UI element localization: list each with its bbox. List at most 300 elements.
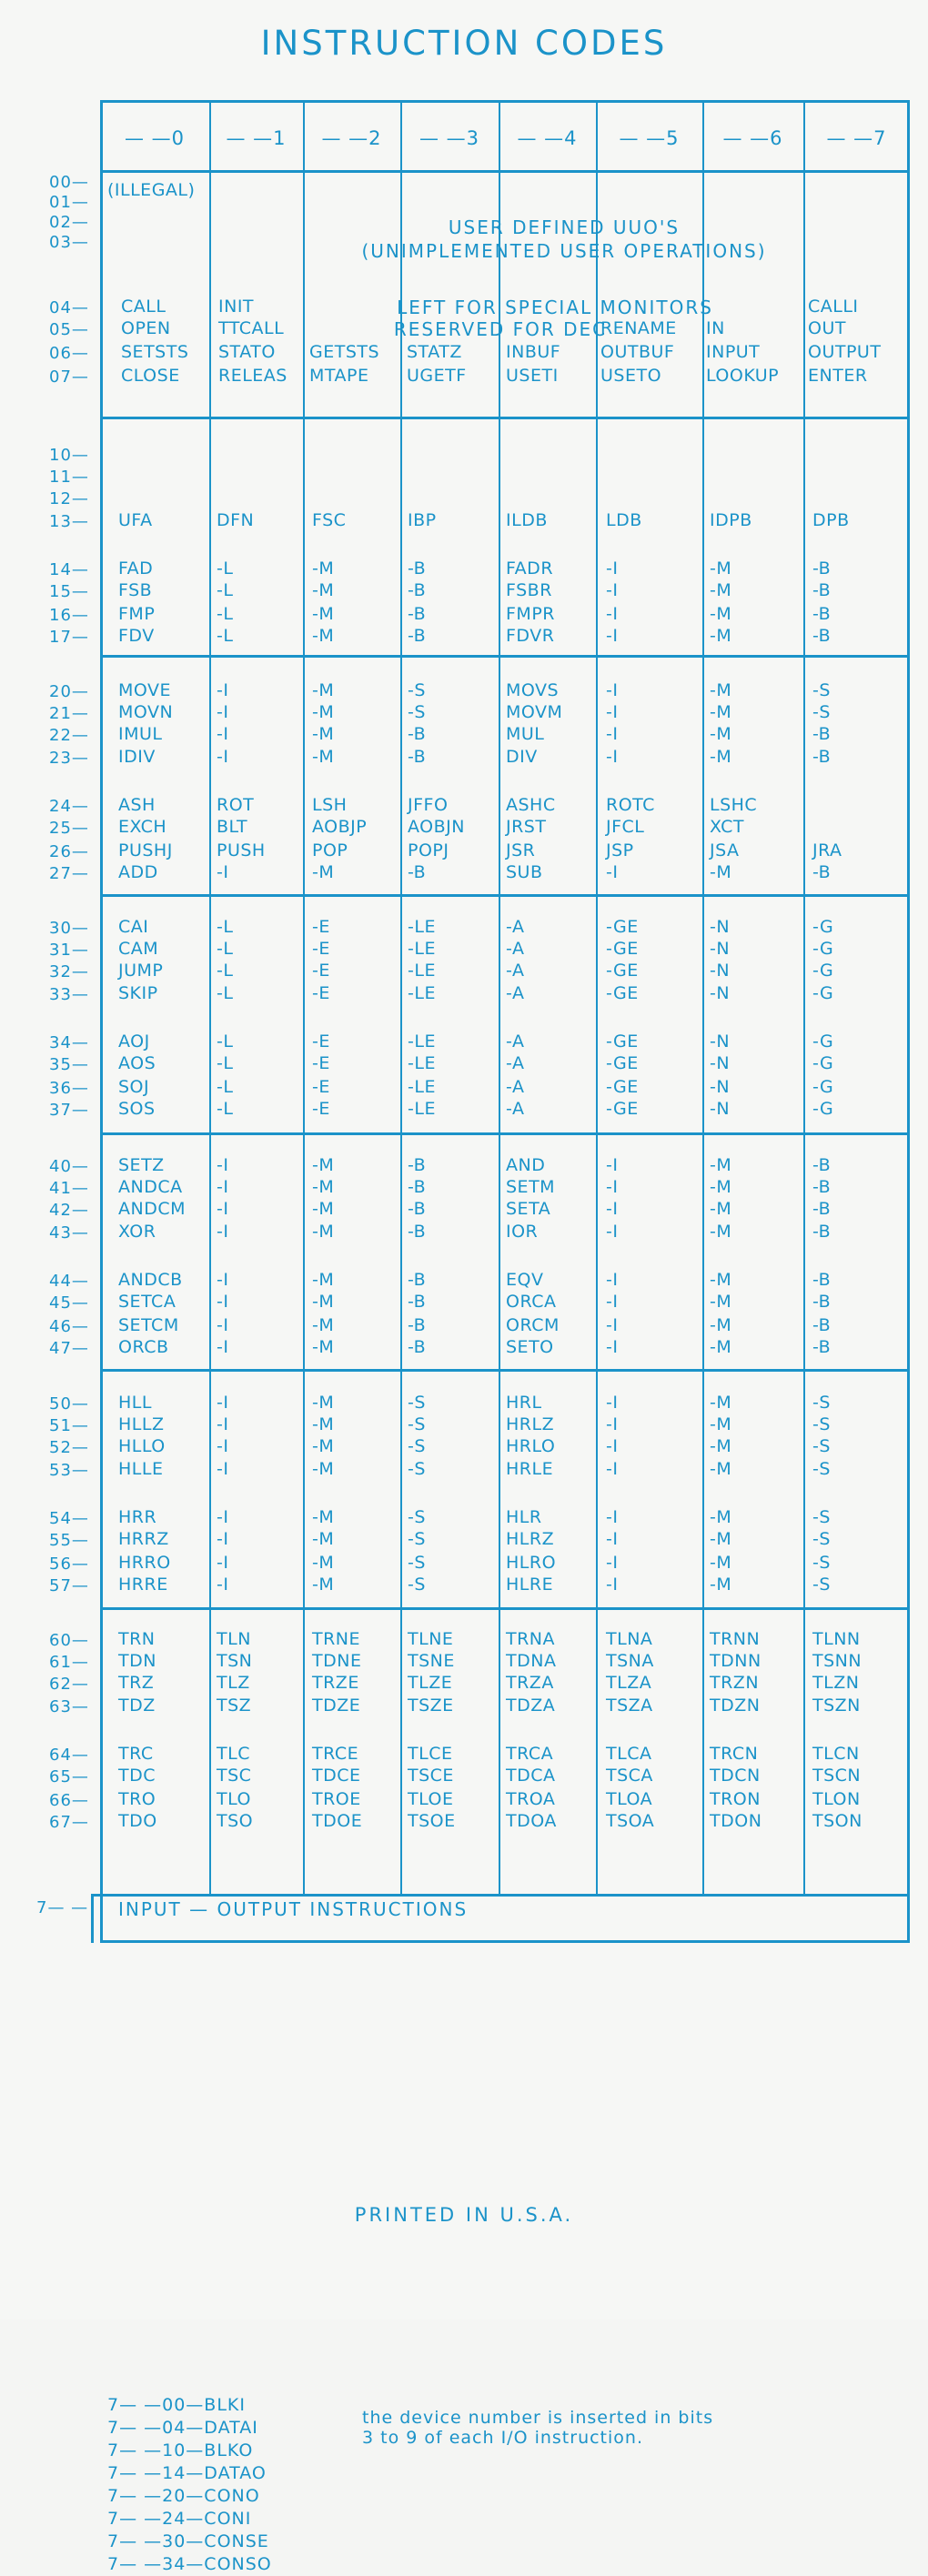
uuo-subtitle: (UNIMPLEMENTED USER OPERATIONS)	[361, 240, 767, 262]
opcode-cell: AOBJP	[312, 817, 368, 837]
row-label: 46—	[49, 1317, 89, 1336]
opcode-cell: -G	[812, 1053, 834, 1073]
opcode-cell: SETZ	[118, 1155, 165, 1175]
opcode-cell: -S	[812, 1414, 831, 1434]
opcode-cell: TRCN	[710, 1744, 759, 1764]
opcode-cell: TROE	[312, 1789, 361, 1809]
opcode-cell: -L	[217, 939, 234, 959]
opcode-cell: TSNA	[606, 1651, 654, 1671]
opcode-cell: -B	[812, 1337, 832, 1357]
opcode-cell: -I	[606, 1292, 619, 1312]
opcode-cell: -M	[710, 1292, 732, 1312]
row-label: 64—	[49, 1746, 89, 1765]
opcode-cell: SUB	[506, 862, 543, 882]
opcode-cell: -B	[408, 862, 427, 882]
opcode-cell: -M	[710, 702, 732, 722]
printed-footer: PRINTED IN U.S.A.	[354, 2204, 574, 2226]
row-label: 51—	[49, 1416, 89, 1435]
opcode-cell: -I	[217, 1553, 229, 1573]
opcode-cell: TRCE	[312, 1744, 359, 1764]
opcode-cell: CLOSE	[121, 366, 180, 386]
row-label: 66—	[49, 1791, 89, 1810]
column-header-1: — —1	[226, 127, 287, 149]
opcode-cell: IN	[706, 318, 725, 338]
opcode-cell: -I	[217, 702, 229, 722]
opcode-cell: ROTC	[606, 795, 655, 815]
opcode-cell: -G	[812, 961, 834, 981]
opcode-cell: INIT	[218, 297, 255, 317]
opcode-cell: TRNN	[710, 1629, 761, 1649]
opcode-cell: FMPR	[506, 604, 555, 624]
page-title: INSTRUCTION CODES	[260, 24, 668, 63]
opcode-cell: -B	[408, 1270, 427, 1290]
group-divider	[100, 1369, 910, 1372]
opcode-cell: FADR	[506, 558, 554, 579]
opcode-cell: LOOKUP	[706, 366, 780, 386]
opcode-cell: HRR	[118, 1507, 157, 1527]
row-label: 57—	[49, 1576, 89, 1595]
group-divider	[100, 894, 910, 897]
opcode-cell: EQV	[506, 1270, 544, 1290]
opcode-cell: -N	[710, 961, 731, 981]
row-label: 17—	[49, 628, 89, 647]
opcode-cell: -S	[408, 1575, 426, 1595]
opcode-cell: -M	[312, 1155, 335, 1175]
opcode-cell: -I	[217, 1177, 229, 1197]
opcode-cell: UGETF	[407, 366, 467, 386]
opcode-cell: TLCN	[812, 1744, 860, 1764]
group-divider	[100, 417, 910, 419]
row-label: 40—	[49, 1157, 89, 1176]
opcode-cell: -M	[710, 1529, 732, 1549]
opcode-cell: -M	[312, 1222, 335, 1242]
row-label: 11—	[49, 468, 89, 487]
opcode-cell: -B	[812, 1199, 832, 1219]
opcode-cell: DIV	[506, 747, 538, 767]
column-header-2: — —2	[321, 127, 382, 149]
opcode-cell: JSP	[606, 840, 634, 860]
row-label: 36—	[49, 1079, 89, 1098]
io-instruction-list	[107, 2394, 272, 2576]
opcode-cell: -I	[217, 1315, 229, 1335]
opcode-cell: -LE	[408, 1099, 436, 1119]
column-header-6: — —6	[722, 127, 783, 149]
opcode-cell: -M	[710, 1177, 732, 1197]
row-label: 50—	[49, 1394, 89, 1414]
opcode-cell: TLC	[217, 1744, 250, 1764]
row-label: 7— —	[36, 1898, 89, 1917]
opcode-cell: SETM	[506, 1177, 556, 1197]
opcode-cell: -E	[312, 1053, 330, 1073]
opcode-cell: -M	[710, 604, 732, 624]
row-label: 06—	[49, 344, 89, 363]
opcode-cell: OUTBUF	[600, 342, 675, 362]
opcode-cell: TLNE	[408, 1629, 454, 1649]
opcode-cell: ORCM	[506, 1315, 560, 1335]
opcode-cell: CAM	[118, 939, 159, 959]
opcode-cell: STATO	[218, 342, 276, 362]
opcode-cell: TDZ	[118, 1696, 156, 1716]
opcode-cell: TLNN	[812, 1629, 861, 1649]
opcode-cell: -I	[217, 1270, 229, 1290]
row-label: 02—	[49, 213, 89, 232]
io-list-item: 7— —20—CONO	[107, 2486, 260, 2506]
opcode-cell: HLLE	[118, 1459, 164, 1479]
opcode-cell: -M	[312, 1436, 335, 1456]
row-label: 43—	[49, 1223, 89, 1243]
opcode-cell: OUT	[808, 318, 846, 338]
row-label: 23—	[49, 749, 89, 768]
opcode-cell: -S	[408, 1529, 426, 1549]
opcode-cell: HRRE	[118, 1575, 168, 1595]
opcode-cell: -L	[217, 580, 234, 600]
row-label: 35—	[49, 1055, 89, 1074]
opcode-cell: -I	[606, 1529, 619, 1549]
opcode-cell: -M	[312, 1199, 335, 1219]
opcode-cell: -E	[312, 1031, 330, 1052]
column-divider	[499, 100, 500, 1894]
opcode-cell: LSHC	[710, 795, 758, 815]
opcode-cell: -B	[812, 1315, 832, 1335]
opcode-cell: TDNE	[312, 1651, 362, 1671]
opcode-cell: -M	[710, 1414, 732, 1434]
opcode-cell: ENTER	[808, 366, 868, 386]
opcode-cell: -I	[606, 702, 619, 722]
opcode-cell: -M	[710, 1436, 732, 1456]
opcode-cell: -M	[312, 1292, 335, 1312]
row-label: 54—	[49, 1509, 89, 1528]
row-label: 45—	[49, 1293, 89, 1313]
opcode-cell: TDO	[118, 1811, 157, 1831]
opcode-cell: ROT	[217, 795, 255, 815]
opcode-cell: -M	[312, 1529, 335, 1549]
opcode-cell: -M	[710, 580, 732, 600]
opcode-cell: -S	[812, 1575, 831, 1595]
group-divider	[100, 1607, 910, 1610]
opcode-cell: TSNE	[408, 1651, 455, 1671]
opcode-cell: -S	[812, 1459, 831, 1479]
opcode-cell: TSZ	[217, 1696, 252, 1716]
opcode-cell: GETSTS	[309, 342, 380, 362]
opcode-cell: JRST	[506, 817, 547, 837]
opcode-cell: TDCA	[506, 1766, 556, 1786]
io-list-item: 7— —14—DATAO	[107, 2463, 267, 2483]
opcode-cell: MOVN	[118, 702, 174, 722]
row-label: 26—	[49, 842, 89, 861]
opcode-cell: ILDB	[506, 510, 548, 530]
opcode-cell: EXCH	[118, 817, 167, 837]
illegal-label: (ILLEGAL)	[107, 180, 196, 200]
opcode-cell: TRZE	[312, 1673, 359, 1693]
opcode-cell: -B	[812, 626, 832, 646]
opcode-cell: -M	[312, 747, 335, 767]
opcode-cell: ASHC	[506, 795, 556, 815]
opcode-cell: -E	[312, 939, 330, 959]
row-label: 01—	[49, 193, 89, 212]
opcode-cell: HRLO	[506, 1436, 556, 1456]
opcode-cell: -E	[312, 983, 330, 1003]
opcode-cell: TLZN	[812, 1673, 860, 1693]
opcode-cell: TRZA	[506, 1673, 554, 1693]
opcode-cell: -S	[408, 680, 426, 700]
opcode-cell: -I	[217, 747, 229, 767]
group-divider	[91, 1894, 910, 1897]
opcode-cell: -M	[312, 1414, 335, 1434]
opcode-cell: -GE	[606, 983, 639, 1003]
opcode-cell: TLNA	[606, 1629, 653, 1649]
opcode-cell: -B	[408, 1199, 427, 1219]
row-label: 31—	[49, 941, 89, 960]
opcode-cell: HRLE	[506, 1459, 554, 1479]
opcode-cell: CAI	[118, 917, 149, 937]
row-label: 52—	[49, 1438, 89, 1457]
opcode-cell: SOJ	[118, 1077, 150, 1097]
row-label: 62—	[49, 1675, 89, 1694]
opcode-cell: -M	[710, 680, 732, 700]
opcode-cell: -GE	[606, 1053, 639, 1073]
opcode-cell: -LE	[408, 917, 436, 937]
opcode-cell: LDB	[606, 510, 642, 530]
opcode-cell: TRCA	[506, 1744, 554, 1764]
row-label: 60—	[49, 1631, 89, 1650]
opcode-cell: -I	[606, 1393, 619, 1413]
row-label: 33—	[49, 985, 89, 1004]
opcode-cell: -M	[710, 1315, 732, 1335]
opcode-cell: -LE	[408, 939, 436, 959]
opcode-cell: -M	[710, 862, 732, 882]
row-label: 37—	[49, 1101, 89, 1120]
opcode-cell: -B	[812, 1222, 832, 1242]
opcode-cell: HRLZ	[506, 1414, 555, 1434]
io-list-item: 7— —00—BLKI	[107, 2395, 246, 2415]
opcode-cell: -L	[217, 604, 234, 624]
opcode-cell: -B	[408, 747, 427, 767]
opcode-cell: -I	[217, 1459, 229, 1479]
opcode-cell: TDZN	[710, 1696, 761, 1716]
opcode-cell: INBUF	[506, 342, 561, 362]
opcode-cell: AOJ	[118, 1031, 150, 1052]
opcode-cell: PUSH	[217, 840, 266, 860]
opcode-cell: -N	[710, 983, 731, 1003]
opcode-cell: -M	[312, 1459, 335, 1479]
opcode-cell: TSO	[217, 1811, 254, 1831]
opcode-cell: JSA	[710, 840, 740, 860]
opcode-cell: XCT	[710, 817, 745, 837]
opcode-cell: TLCE	[408, 1744, 453, 1764]
opcode-cell: MUL	[506, 724, 545, 744]
opcode-cell: TDCN	[710, 1766, 761, 1786]
opcode-cell: -L	[217, 983, 234, 1003]
opcode-cell: -M	[710, 1553, 732, 1573]
opcode-cell: -S	[408, 1459, 426, 1479]
row-label: 25—	[49, 819, 89, 838]
opcode-cell: -I	[217, 1436, 229, 1456]
opcode-cell: -S	[812, 1553, 831, 1573]
opcode-cell: HLL	[118, 1393, 152, 1413]
opcode-cell: -LE	[408, 1053, 436, 1073]
opcode-cell: HLRO	[506, 1553, 557, 1573]
opcode-cell: -GE	[606, 1031, 639, 1052]
opcode-cell: -G	[812, 917, 834, 937]
opcode-cell: -G	[812, 1077, 834, 1097]
opcode-cell: TSON	[812, 1811, 862, 1831]
opcode-cell: -N	[710, 1077, 731, 1097]
opcode-cell: STATZ	[407, 342, 462, 362]
spacer	[100, 271, 910, 273]
io-list-item: 7— —24—CONI	[107, 2509, 252, 2529]
row-label: 20—	[49, 682, 89, 701]
opcode-cell: -S	[408, 1553, 426, 1573]
row-label: 30—	[49, 919, 89, 938]
opcode-cell: -M	[312, 1337, 335, 1357]
column-header-7: — —7	[826, 127, 887, 149]
opcode-cell: -M	[312, 604, 335, 624]
opcode-cell: TDZA	[506, 1696, 556, 1716]
opcode-cell: -I	[606, 1155, 619, 1175]
opcode-cell: TRON	[710, 1789, 761, 1809]
row-label: 12—	[49, 489, 89, 508]
opcode-cell: -L	[217, 917, 234, 937]
opcode-cell: TDC	[118, 1766, 156, 1786]
opcode-cell: -B	[812, 604, 832, 624]
row-label: 67—	[49, 1813, 89, 1832]
opcode-cell: FSC	[312, 510, 347, 530]
opcode-cell: FAD	[118, 558, 154, 579]
opcode-cell: BLT	[217, 817, 248, 837]
column-divider	[803, 100, 805, 1894]
opcode-cell: -B	[408, 626, 427, 646]
opcode-cell: -M	[312, 1507, 335, 1527]
column-header-0: — —0	[124, 127, 186, 149]
opcode-cell: -M	[312, 1315, 335, 1335]
opcode-cell: -I	[606, 1199, 619, 1219]
opcode-cell: -S	[408, 1414, 426, 1434]
opcode-cell: ASH	[118, 795, 156, 815]
opcode-cell: -N	[710, 1053, 731, 1073]
column-divider	[702, 100, 704, 1894]
reserved-label: RESERVED FOR DEC	[393, 318, 608, 340]
opcode-cell: -I	[217, 1199, 229, 1219]
row-label: 61—	[49, 1653, 89, 1672]
opcode-cell: -G	[812, 1099, 834, 1119]
opcode-cell: -I	[606, 1337, 619, 1357]
opcode-cell: JRA	[812, 840, 842, 860]
group-divider	[100, 655, 910, 658]
opcode-cell: ADD	[118, 862, 158, 882]
opcode-cell: -M	[312, 680, 335, 700]
opcode-cell: -A	[506, 1099, 525, 1119]
opcode-cell: TDNA	[506, 1651, 557, 1671]
opcode-cell: SETA	[506, 1199, 551, 1219]
io-row-border	[91, 1894, 94, 1943]
opcode-cell: -E	[312, 917, 330, 937]
row-label: 10—	[49, 446, 89, 465]
opcode-cell: RELEAS	[218, 366, 287, 386]
opcode-cell: -E	[312, 1099, 330, 1119]
opcode-cell: -L	[217, 1099, 234, 1119]
opcode-cell: TLO	[217, 1789, 251, 1809]
opcode-cell: SETCM	[118, 1315, 179, 1335]
opcode-cell: -A	[506, 1077, 525, 1097]
row-label: 47—	[49, 1339, 89, 1358]
io-list-item: 7— —04—DATAI	[107, 2418, 258, 2438]
opcode-cell: AND	[506, 1155, 546, 1175]
opcode-cell: -L	[217, 1031, 234, 1052]
opcode-cell: -N	[710, 1031, 731, 1052]
column-divider	[303, 100, 305, 1894]
uuo-title: USER DEFINED UUO'S	[448, 216, 681, 238]
opcode-cell: TRO	[118, 1789, 156, 1809]
opcode-cell: -M	[710, 1155, 732, 1175]
opcode-cell: CALLI	[808, 297, 859, 317]
opcode-cell: -LE	[408, 961, 436, 981]
opcode-cell: TLOA	[606, 1789, 653, 1809]
opcode-cell: -I	[217, 1337, 229, 1357]
opcode-cell: -B	[408, 1337, 427, 1357]
opcode-cell: -M	[312, 724, 335, 744]
opcode-cell: -M	[312, 862, 335, 882]
opcode-cell: SOS	[118, 1099, 156, 1119]
opcode-cell: UFA	[118, 510, 153, 530]
opcode-cell: -M	[312, 1177, 335, 1197]
opcode-cell: -B	[408, 558, 427, 579]
io-list-item: 7— —30—CONSE	[107, 2531, 269, 2551]
opcode-cell: TSZA	[606, 1696, 653, 1716]
opcode-cell: -I	[606, 1177, 619, 1197]
opcode-cell: -I	[606, 1222, 619, 1242]
opcode-cell: HLRZ	[506, 1529, 555, 1549]
opcode-cell: TRZ	[118, 1673, 155, 1693]
opcode-cell: ORCB	[118, 1337, 169, 1357]
row-label: 32—	[49, 962, 89, 981]
opcode-cell: TSCN	[812, 1766, 862, 1786]
opcode-cell: POPJ	[408, 840, 449, 860]
opcode-cell: -L	[217, 1053, 234, 1073]
opcode-cell: -I	[606, 1414, 619, 1434]
opcode-cell: -I	[217, 1393, 229, 1413]
opcode-cell: -S	[812, 1507, 831, 1527]
opcode-cell: -S	[408, 1507, 426, 1527]
opcode-cell: LSH	[312, 795, 348, 815]
opcode-cell: -I	[606, 862, 619, 882]
row-label: 14—	[49, 560, 89, 579]
opcode-cell: -I	[217, 724, 229, 744]
opcode-cell: -I	[217, 1155, 229, 1175]
opcode-cell: TLN	[217, 1629, 251, 1649]
opcode-cell: -B	[812, 558, 832, 579]
opcode-cell: TLZA	[606, 1673, 652, 1693]
opcode-cell: -N	[710, 917, 731, 937]
opcode-cell: -S	[408, 1436, 426, 1456]
opcode-cell: -S	[812, 702, 831, 722]
opcode-cell: -S	[812, 1529, 831, 1549]
opcode-cell: AOS	[118, 1053, 156, 1073]
row-label: 55—	[49, 1531, 89, 1550]
opcode-cell: USETO	[600, 366, 662, 386]
opcode-cell: -L	[217, 1077, 234, 1097]
opcode-cell: -G	[812, 983, 834, 1003]
opcode-cell: SKIP	[118, 983, 158, 1003]
opcode-cell: -M	[312, 626, 335, 646]
opcode-cell: -I	[217, 1222, 229, 1242]
opcode-cell: -I	[217, 1414, 229, 1434]
opcode-cell: -A	[506, 961, 525, 981]
opcode-cell: TDOA	[506, 1811, 557, 1831]
row-label: 56—	[49, 1555, 89, 1574]
opcode-cell: -GE	[606, 917, 639, 937]
opcode-cell: FDVR	[506, 626, 555, 646]
opcode-cell: -I	[606, 604, 619, 624]
